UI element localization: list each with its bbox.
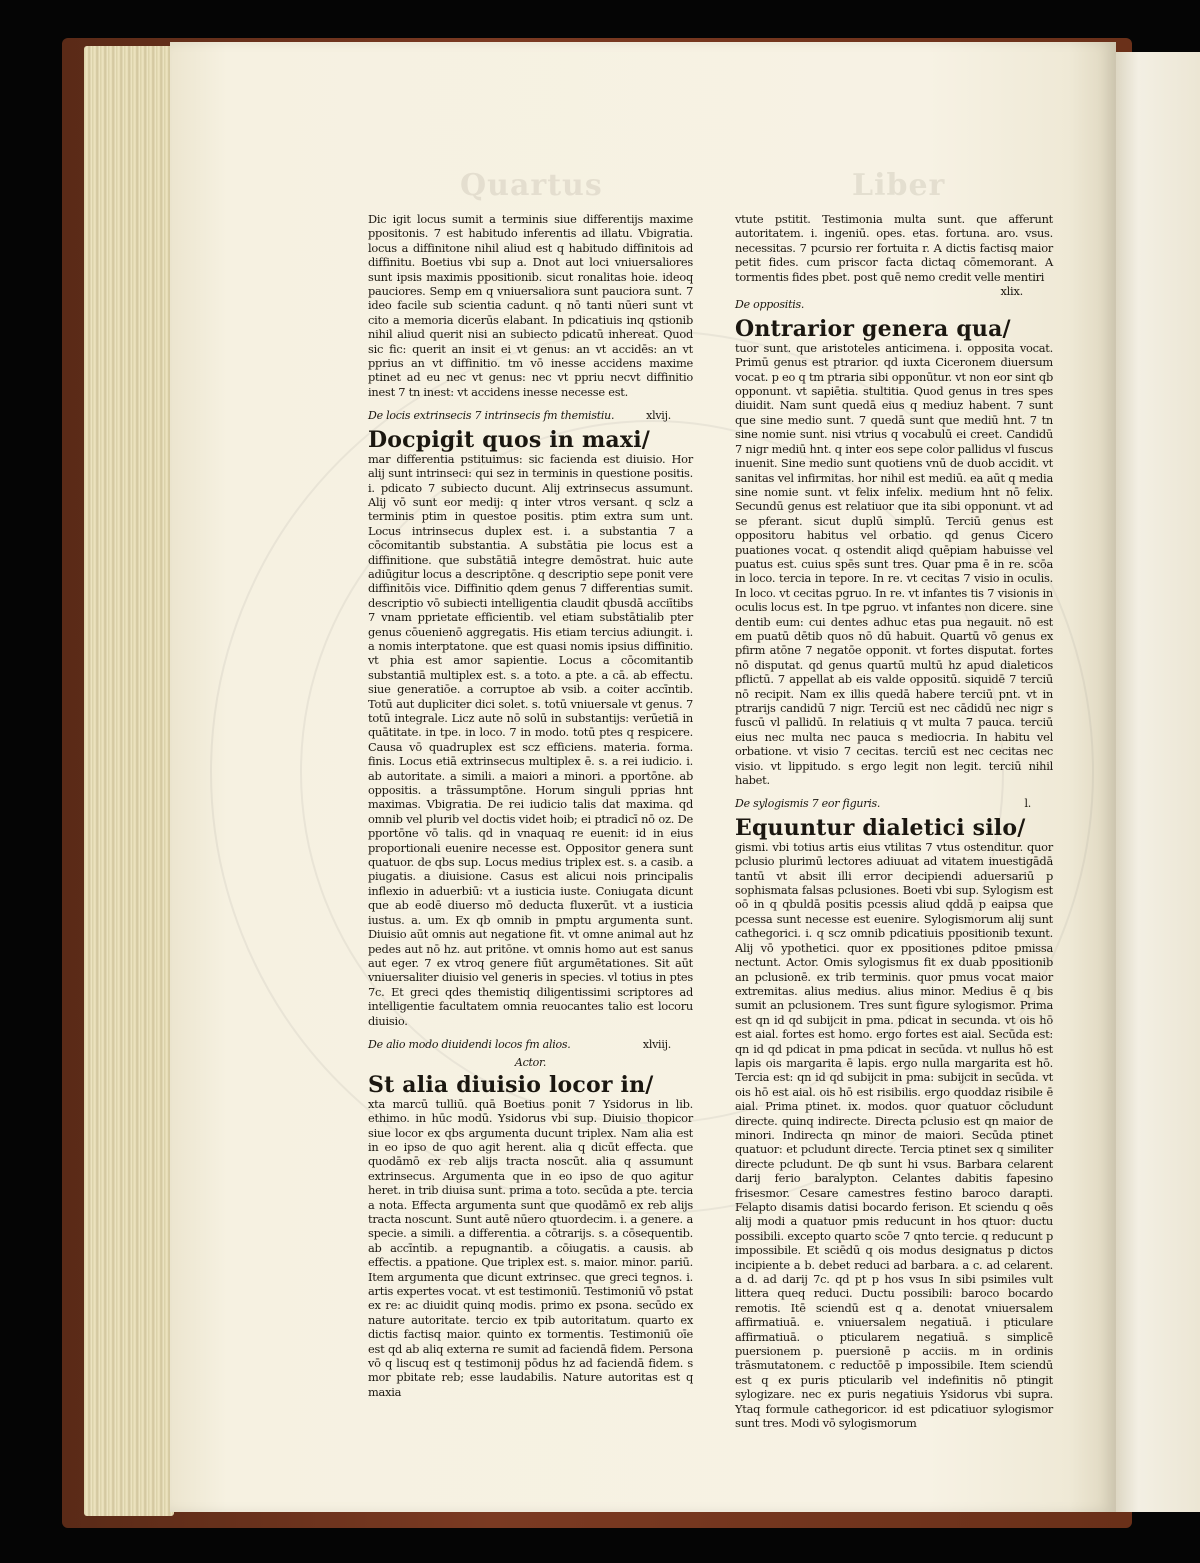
facing-page-edge [1112, 52, 1200, 1512]
section-title: De sylogismis 7 eor figuris. [735, 797, 881, 811]
section-heading [735, 298, 1053, 312]
chapter-number: xlix. [1000, 284, 1023, 299]
display-initial-line: Docpigit quos in maxi/ [368, 426, 650, 453]
chapter-number: xlviij. [642, 1037, 671, 1051]
section-heading [735, 797, 1053, 811]
section-title: De alio modo diuidendi locos fm alios. [368, 1037, 571, 1051]
paragraph: xta marcū tulliū. quā Boetius ponit 7 Ysidorus in lib. ethimo. in hūc modū. Ysidorus vbi sup. Diuisio thopicor siue locor ex qbs argumenta ducunt triplex. Nam alia est in eo ipso de quo agit herent. alia q dicūt effecta. que quodāmō ex reb alijs tracta noscūt. alia q assumunt extrinsecus. Argumenta que in eo ipso de quo agitur heret. in trib diuisa sunt. prima a toto. secūda a pte. tercia a nota. Effecta argumenta sunt que quodāmō ex reb alijs tracta noscunt. Sunt autē nūero qtuordecim. i. a genere. a specie. a simili. a differentia. a cōtrarijs. s. a cōsequentib. ab accīntib. a repugnantib. a cōiugatis. a causis. ab effectis. a ppatione. Que triplex est. s. maior. minor. pariū. Item argumenta que dicunt extrinsec. que greci tegnos. i. artis expertes vocat. vt est testimoniū. Testimoniū vō pstat ex re: ac diuidit quinq modis. primo ex psona. secūdo ex nature autoritate. tercio ex tpib autoritatum. quarto ex dictis factisq maior. quinto ex tormentis. Testimoniū oīe est qd ab aliq externa re sumit ad faciendā fidem. Persona vō q liscuq est q testimonij pōdus hz ad faciendā fidem. s mor pbitate reb; esse laudabilis. Nature autoritas est q maxia [368, 1096, 693, 1399]
paragraph: tuor sunt. que aristoteles anticimena. i. opposita vocat. Primū genus est ptrarior. qd iuxta Ciceronem diuersum vocat. p eo q tm ptraria sibi opponūtur. vt non eor sint qb opponunt. vt sapiētia. stultitia. Quod genus in tres spes diuidit. Nam sunt quedā eius q mediuz habent. 7 sunt que sine medio sunt. 7 quedā sunt que mediū hnt. 7 tn sine nomie sunt. nisi vtrius q vocabulū ei creet. Candidū 7 nigr mediū hnt. q inter eos sepe color pallidus vl fuscus inuenit. Sine medio sunt quotiens vnū de duob accidit. vt sanitas vel infirmitas. hor nihil est mediū. ea aūt q media sine nomie sunt. vt felix infelix. medium hnt nō felix. Secundū genus est relatiuor que ita sibi opponunt. vt ad se pferant. sicut duplū simplū. Terciū genus est oppositoru habitus vel orbatio. qd genus Cicero puationes vocat. q ostendit aliqd quēpiam habuisse vel puatus est. cuius spēs sunt tres. Quar pma ē in re. scōa in loco. tercia in tepore. In re. vt cecitas 7 visio in oculis. In loco. vt cecitas pgruo. In re. vt infantes tis 7 visionis in oculis locus est. In tpe pgruo. vt infantes non dicere. sine dentib eum: cui dentes adhuc etas pua negauit. nō est em puatū dētib quos nō dū habuit. Quartū vō genus ex pfirm atōne 7 negatōe opponit. vt fortes disputat. fortes nō disputat. qd genus quartū multū hz apud dialeticos pflictū. 7 appellat ab eis valde oppositū. siquidē 7 terciū nō recipit. Nam ex illis quedā habere terciū pnt. vt in ptrarijs candidū 7 nigr. Terciū est nec cādidū nec nigr s fuscū vl pallidū. In relatiuis q vt multa 7 pauca. terciū eius nec multa nec pauca s mediocria. In habitu vel orbatione. vt visio 7 cecitas. terciū est nec cecitas nec visio. vt lippitudo. s ergo legit non legit. terciū nihil habet. [735, 340, 1053, 788]
chapter-number: xlvij. [646, 409, 671, 423]
page-edges [84, 46, 174, 1516]
paragraph: Dic igit locus sumit a terminis siue differentijs maxime ppositonis. 7 est habitudo inferentis ad illatu. Vbigratia. locus a diffinitone nihil aliud est q habitudo diffinitois ad diffinitu. Boetius vbi sup a. Dnot aut loci vniuersaliores sunt ipsis maximis ppositionib. sicut ronalitas hoie. ideoq pauciores. Semp em q vniuersaliora sunt pauciora sunt. 7 ideo facile sub scientia cadunt. q nō tanti nūeri sunt vt cito a memoria dicerūs elabant. In pdicatiuis inq qstionib nihil aliud querit nisi an subiecto pdicatū inhereat. Quod sic fic: querit an insit ei vt genus: an vt accidēs: an vt pprius an vt diffinitio. tm vō inesse accidens maxime ptinet ad eu nec vt genus: nec vt ppriu necvt diffinitio inest 7 tn inest: vt accidens inesse necesse est. [368, 212, 693, 399]
display-initial-line: Equuntur dialetici silo/ [735, 814, 1026, 841]
section-title: De oppositis. [735, 298, 805, 312]
left-text-column [368, 212, 693, 1399]
chapter-number: l. [1024, 797, 1031, 811]
display-initial-line: Ontrarior genera qua/ [735, 315, 1011, 342]
section-title: De locis extrinsecis 7 intrinsecis fm themistiu. [368, 409, 615, 423]
paragraph: vtute pstitit. Testimonia multa sunt. que afferunt autoritatem. i. ingeniū. opes. etas. fortuna. aro. vsus. necessitas. 7 pcursio rer fortuita r. A dictis factisq maior petit fides. cum priscor facta dictaq cōmemorant. A tormentis fides pbet. post quē nemo credit velle mentiri [735, 212, 1053, 284]
section-heading [368, 1038, 693, 1052]
show-through-header-right: Liber [852, 168, 946, 203]
paragraph: gismi. vbi totius artis eius vtilitas 7 vtus ostenditur. quor pclusio plurimū lectores adiuuat ad vitatem inuestigādā tantū vt absit illi error decipiendi aduersariū p sophismata falsas pclusiones. Boeti vbi sup. Sylogism est oō in q qbuldā positis pcessis aliud qddā p eaipsa que pcessa sunt necesse est euenire. Sylogismorum alij sunt cathegorici. i. q scz omnib pdicatiuis ppositionib texunt. Alij vō ypothetici. quor ex ppositiones pditoe pmissa nectunt. Actor. Omis sylogismus fit ex duab ppositionib an pclusionē. ex trib terminis. quor pmus vocat maior extremitas. alius medius. alius minor. Medius ē q bis sumit an pclusionem. Tres sunt figure sylogismor. Prima est qn id qd subijcit in pma. pdicat in secunda. vt ois hō est aial. fortes est homo. ergo fortes est aial. Secūda est: qn id qd pdicat in pma pdicat in secūda. vt nullus hō est lapis ois margarita ē lapis. ergo nulla margarita est hō. Tercia est: qn id qd subijcit in pma: subijcit in secūda. vt ois hō est aial. ois hō est risibilis. ergo quoddaz risibile ē aial. Prima ptinet. ix. modos. quor quatuor cōcludunt directe. quinq indirecte. Directa pclusio est qn maior de minori. Indirecta qn minor de maiori. Secūda ptinet quatuor: et pcludunt directe. Tercia ptinet sex q similiter directe pcludunt. De qb sunt hi vsus. Barbara celarent darij ferio baralypton. Celantes dabitis fapesino frisesmor. Cesare camestres festino baroco darapti. Felapto disamis datisi bocardo ferison. Et sciendu q oēs alij modi a quatuor pmis reducunt in hos qtuor: ductu possibili. excepto quarto scōe 7 qnto tercie. q reducunt p impossibile. Et sciēdū q ois modus designatus p dictos incipiente a b. debet reduci ad barbara. a c. ad celarent. a d. ad darij 7c. qd pt p hos vsus In sibi psimiles vult littera queq reduci. Ductu possibili: baroco bocardo remotis. Itē sciendū est q a. denotat vniuersalem affirmatiuā. e. vniuersalem negatiuā. i pticulare affirmatiuā. o pticularem negatiuā. s simplicē puersionem p. puersionē p acciis. m in ordinis trāsmutatonem. c reductōē p impossibile. Item sciendū est q ex puris pticularib vel indefinitis nō ptingit sylogizare. nec ex puris negatiuis Ysidorus vbi supra. Ytaq formule cathegoricor. id est pdicatiuor sylogismor sunt tres. Modi vō sylogismorum [735, 839, 1053, 1431]
section-heading [368, 409, 693, 423]
show-through-header-left: Quartus [460, 168, 603, 203]
paragraph: mar differentia pstituimus: sic facienda est diuisio. Hor alij sunt intrinseci: qui sez in terminis in questione positis. i. pdicato 7 subiecto ducunt. Alij extrinsecus assumunt. Alij vō sunt eor medij: q inter vtros versant. q sclz a terminis ptim in questoe positis. ptim extra sum unt. Locus intrinsecus duplex est. i. a substantia 7 a cōcomitantib substantia. A substātia pie locus est a diffinitione. que substātiā integre demōstrat. huic aute adiūgitur locus a descriptōne. q descriptio sepe ponit vere diffinitōis vice. Diffinitio qdem genus 7 differentias sumit. descriptio vō subiecti intelligentia claudit qbusdā acciītibs 7 vnam pprietate efficientib. vel etiam substātialib pter genus cōuenienō aggregatis. His etiam tercius adiungit. i. a nomis interptatone. que est quasi nomis ipsius diffinitio. vt phia est amor sapientie. Locus a cōcomitantib substantiā multiplex est. s. a toto. a pte. a cā. ab effectu. siue generatiōe. a corruptoe ab vsib. a coiter accīntib. Totū aut dupliciter dici solet. s. totū vniuersale vt genus. 7 totū integrale. Licz aute nō solū in substantijs: verūetiā in quātitate. in tpe. in loco. 7 in modo. totū ptes q respicere. Causa vō quadruplex est scz efficiens. materia. forma. finis. Locus etiā extrinsecus multiplex ē. s. a rei iudicio. i. ab autoritate. a simili. a maiori a minori. a pportōne. ab oppositis. a trāssumptōne. Horum singuli pprias hnt maximas. Vbigratia. De rei iudicio talis dat maxima. qd omnib vel plurib vel doctis videt hoib; ei ptradicī nō oz. De pportōne vō talis. qd in vnaquaq re euenit: id in eius proportionali euenire necesse est. Oppositor genera sunt quatuor. de qbs sup. Locus medius triplex est. s. a casib. a piugatis. a diuisione. Casus est alicui nois principalis inflexio in aduerbiū: vt a iusticia iuste. Coniugata dicunt que ab eodē diuerso mō deducta fluxerūt. vt a iusticia iustus. a. um. Ex qb omnib in pmptu argumenta sunt. Diuisio aūt omnis aut negatione fit. vt omne animal aut hz pedes aut nō hz. aut pritōne. vt omnis homo aut est sanus aut eger. 7 ex vtroq genere fiūt argumētationes. Sit aūt vniuersaliter diuisio vel generis in species. vl totius in ptes 7c. Et greci qdes themistiq diligentissimi scriptores ad intelligentie facultatem omnia reuocantes talio est locoru diuisio. [368, 451, 693, 1028]
display-initial-line: St alia diuisio locor in/ [368, 1071, 654, 1098]
speaker-label: Actor. [514, 1056, 547, 1070]
right-text-column [735, 212, 1053, 1431]
